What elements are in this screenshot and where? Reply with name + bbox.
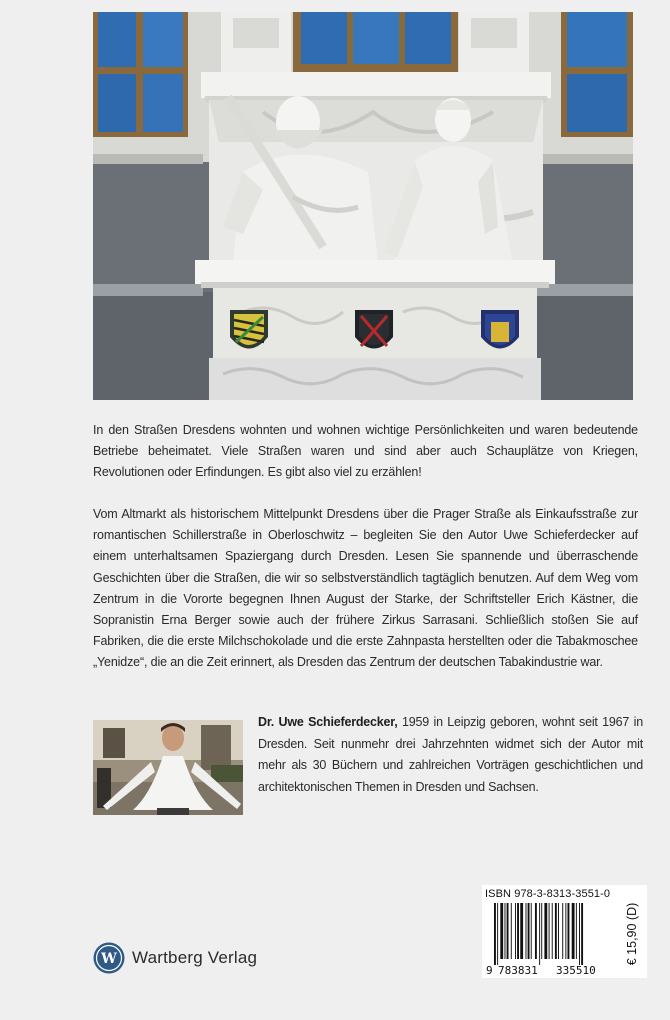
barcode-bar <box>568 903 570 959</box>
barcode-bar <box>511 903 512 959</box>
barcode-bar <box>505 903 506 959</box>
barcode-bar <box>497 903 498 965</box>
cover-photo <box>93 12 633 400</box>
barcode-bar <box>562 903 563 959</box>
author-portrait <box>93 720 243 815</box>
barcode-digits-group-2: 335510 <box>556 964 596 977</box>
barcode-bar <box>539 903 540 965</box>
barcode-digits-group-1: 783831 <box>498 964 538 977</box>
publisher-name: Wartberg Verlag <box>132 948 258 967</box>
price-label <box>620 893 644 975</box>
barcode-bar <box>500 903 503 959</box>
barcode-bar <box>515 903 516 959</box>
barcode-bar <box>576 903 577 959</box>
barcode-bars <box>494 903 583 965</box>
publisher <box>93 942 257 974</box>
relief-illustration <box>93 12 633 400</box>
barcode-bar <box>549 903 550 959</box>
author-name: Dr. Uwe Schieferdecker, <box>258 715 398 729</box>
barcode-bar <box>565 903 566 959</box>
barcode-bar <box>531 903 532 959</box>
barcode-bar <box>494 903 496 965</box>
barcode-bar <box>520 903 523 959</box>
author-bio-text: 1959 in Leipzig geboren, wohnt seit 1967 in Dresden. Seit nunmehr drei Jahrzehnten widmet sich der Autor mit mehr als 30 Büchern und zahlreichen Vorträgen geschichtlichen und architektonischen Themen in Dresden und Sachsen. <box>258 715 643 794</box>
barcode-bar <box>579 903 580 965</box>
isbn-label: ISBN 978-3-8313-3551-0 <box>485 888 611 900</box>
barcode-bar <box>535 903 537 959</box>
price-text: € 15,90 (D) <box>625 902 639 966</box>
barcode-bar <box>507 903 509 959</box>
barcode-bar <box>526 903 527 959</box>
publisher-logo-letter: W <box>101 951 117 967</box>
barcode-bar <box>581 903 583 965</box>
barcode-bar <box>528 903 530 959</box>
barcode-bar <box>552 903 553 959</box>
blurb-paragraph-1: In den Straßen Dresdens wohnten und wohnen wichtige Persönlichkeiten und waren bedeutende Betriebe beheimatet. Viele Straßen waren und sind aber auch Schauplätze von Kriegen, Revolutionen oder Erfindungen. Es gibt also viel zu erzählen! <box>93 423 638 480</box>
barcode-bar <box>555 903 557 959</box>
barcode-bar <box>517 903 519 959</box>
barcode-bar <box>541 903 542 959</box>
author-bio <box>258 712 643 798</box>
barcode-digit-first: 9 <box>486 964 493 977</box>
barcode-bar <box>544 903 547 959</box>
barcode-bar <box>558 903 559 959</box>
blurb-paragraph-2: Vom Altmarkt als historischem Mittelpunkt Dresdens über die Prager Straße als Einkaufsstraße zur romantischen Schillerstraße in Oberloschwitz – begleiten Sie den Autor Uwe Schieferdecker auf einem unterhaltsamen Spaziergang durch Dresden. Lesen Sie spannende und überraschende Geschichten über die Straßen, die wir so selbstverständlich tagtäglich benutzen. Auf dem Weg vom Zentrum in die Vororte begegnen Ihnen August der Starke, der Schriftsteller Erich Kästner, die Sopranistin Erna Berger sowie auch der frühere Zirkus Sarrasani. Schließlich stoßen Sie auf Fabriken, die die erste Milchschokolade und die erste Zahnpasta herstellten oder die Tabakmoschee „Yenidze“, die an die Zeit erinnert, als Dresden das Zentrum der deutschen Tabakindustrie war. <box>93 507 638 670</box>
publisher-logo-icon <box>93 942 125 974</box>
author-photo <box>93 720 243 815</box>
barcode-bar <box>572 903 575 959</box>
